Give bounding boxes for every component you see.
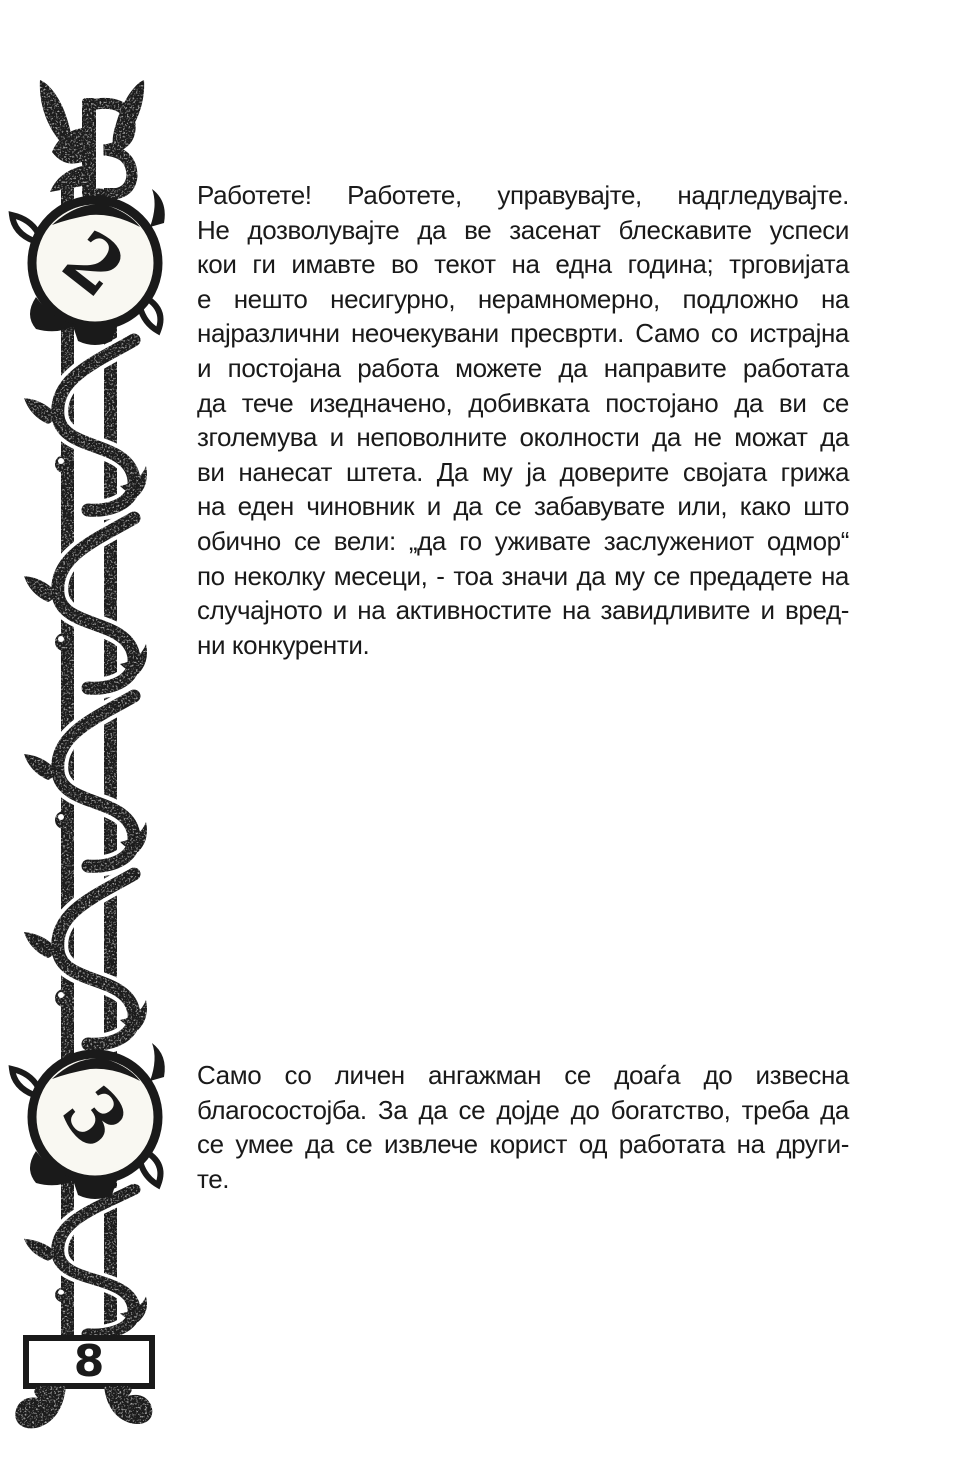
text-line: кои ги имавте во текот на една година; трговијата [197, 249, 849, 280]
section-2-number: 2 [47, 214, 141, 315]
text-line: Не дозволувајте да ве засенат блескавите успеси [197, 214, 849, 245]
text-line: обично се вели: „да го уживате заслужениот одмор“ [197, 525, 849, 556]
text-line: Само со личен ангажман се доаѓа до извесна [197, 1060, 849, 1090]
text-line: најразлични неочекувани пресврти. Само со истрајна [197, 318, 849, 349]
text-line: на еден чиновник и да се забавувате или, како што [197, 491, 849, 522]
page-number: 8 [73, 1336, 105, 1387]
page-number-box [26, 1336, 152, 1387]
text-line: зголемува и неповолните околности да не можат да [197, 422, 849, 453]
ornamental-border [0, 0, 170, 1478]
text-line: ви нанесат штета. Да му ја доверите својата грижа [197, 456, 849, 487]
left-foot-ornament [15, 1386, 66, 1428]
text-line: благосостојба. За да се дојде до богатство, треба да [197, 1094, 849, 1125]
text-line: по неколку месеци, - тоа значи да му се предадете на [197, 560, 849, 591]
text-line: ни конкуренти. [197, 629, 370, 660]
section-2-medallion [12, 189, 165, 345]
section-3-number: 3 [44, 1070, 144, 1165]
text-line: те. [197, 1163, 230, 1194]
text-line: случајното и на активностите на завидливите и вред- [197, 595, 849, 626]
right-foot-ornament [104, 1386, 152, 1424]
text-line: се умее да се извлече корист од работата на други- [197, 1129, 849, 1160]
border-feet [15, 1386, 152, 1428]
text-line: е нешто несигурно, нерамномерно, подложно на [197, 283, 849, 314]
top-finial [40, 80, 144, 198]
text-line: и постојана работа можете да направите работата [197, 352, 849, 383]
text-line: да тече изедначено, добивката постојано да ви се [197, 387, 849, 418]
paragraph-work-advice [197, 178, 849, 662]
section-3-medallion [12, 1043, 165, 1199]
paragraph-personal-engagement [197, 1058, 849, 1196]
text-line: Работете! Работете, управувајте, надгледувајте. [197, 180, 849, 210]
